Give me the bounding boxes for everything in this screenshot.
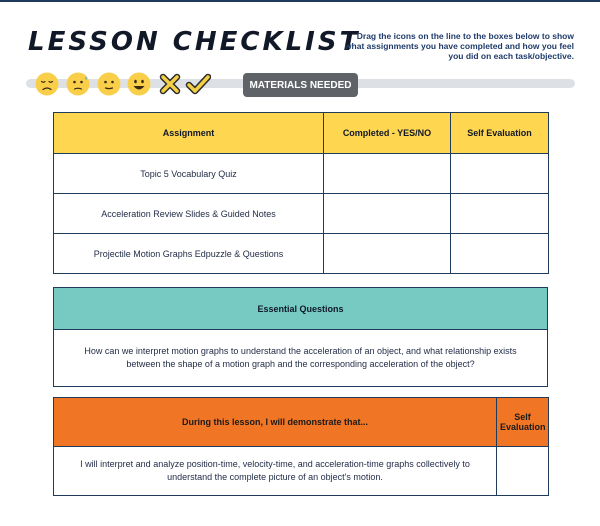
- essential-questions-text: How can we interpret motion graphs to understand the acceleration of an object, and what relationship exists between the shape of a motion graph and the corresponding acceleration of the object?: [54, 330, 548, 387]
- x-mark-icon[interactable]: [157, 71, 183, 97]
- completed-header: Completed - YES/NO: [324, 113, 451, 154]
- happy-face-icon[interactable]: [126, 71, 152, 97]
- completed-cell[interactable]: [324, 154, 451, 194]
- instructions-text: Drag the icons on the line to the boxes below to show what assignments you have completed and how you feel you did on each task/objective.: [344, 31, 574, 61]
- assignment-cell: Topic 5 Vocabulary Quiz: [54, 154, 324, 194]
- completed-cell[interactable]: [324, 234, 451, 274]
- demonstrate-header: During this lesson, I will demonstrate that...: [54, 398, 497, 447]
- assignment-cell: Projectile Motion Graphs Edpuzzle & Questions: [54, 234, 324, 274]
- table-row: [54, 154, 549, 194]
- demonstrate-table: [53, 397, 549, 496]
- self-evaluation-cell[interactable]: [451, 154, 549, 194]
- demonstrate-text: I will interpret and analyze position-time, velocity-time, and acceleration-time graphs collectively to understand the complete picture of an object's motion.: [54, 447, 497, 496]
- check-mark-icon[interactable]: [185, 71, 211, 97]
- completed-cell[interactable]: [324, 194, 451, 234]
- materials-needed-button[interactable]: MATERIALS NEEDED: [243, 73, 358, 97]
- page-title: LESSON CHECKLIST: [28, 27, 361, 57]
- essential-questions-header: Essential Questions: [54, 288, 548, 330]
- table-row: [54, 234, 549, 274]
- sad-face-icon[interactable]: [34, 71, 60, 97]
- essential-questions-table: [53, 287, 548, 387]
- worried-face-icon[interactable]: [65, 71, 91, 97]
- self-evaluation-header: Self Evaluation: [451, 113, 549, 154]
- assignments-table: [53, 112, 549, 274]
- self-evaluation-cell[interactable]: [451, 234, 549, 274]
- self-evaluation-cell[interactable]: [451, 194, 549, 234]
- table-row: [54, 194, 549, 234]
- assignment-cell: Acceleration Review Slides & Guided Notes: [54, 194, 324, 234]
- table-header-row: [54, 113, 549, 154]
- demonstrate-self-evaluation-cell[interactable]: [497, 447, 549, 496]
- top-rule: [0, 0, 600, 2]
- neutral-face-icon[interactable]: [96, 71, 122, 97]
- assignment-header: Assignment: [54, 113, 324, 154]
- demonstrate-self-evaluation-header: Self Evaluation: [497, 398, 549, 447]
